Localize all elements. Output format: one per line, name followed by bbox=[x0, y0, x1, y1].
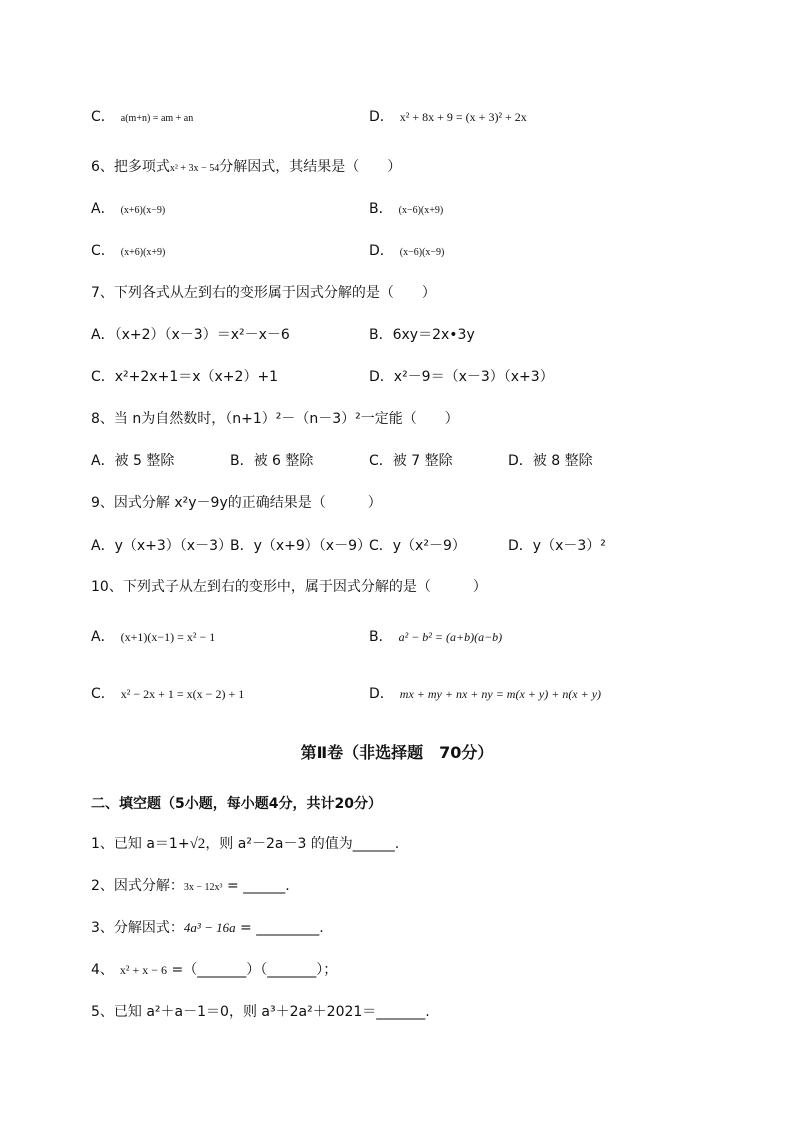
f3-expr: 4a³ − 16a bbox=[183, 920, 236, 935]
option-label: D． bbox=[369, 109, 394, 125]
fill-question-3 bbox=[91, 919, 324, 937]
f4-pre: 4、 bbox=[91, 962, 114, 978]
q6-option-d[interactable] bbox=[369, 242, 444, 262]
f2-expr: 3x − 12x³ bbox=[183, 882, 223, 893]
q6-option-c[interactable] bbox=[91, 242, 165, 262]
q9-option-c[interactable]: C．y（x²－9） bbox=[369, 538, 466, 554]
q7-option-b[interactable]: B．6xy＝2x•3y bbox=[369, 327, 475, 343]
option-expression: (x+1)(x−1) = x² − 1 bbox=[120, 630, 216, 644]
option-label: A． bbox=[91, 201, 115, 217]
q8-option-a[interactable]: A．被 5 整除 bbox=[91, 453, 175, 469]
q6-stem-pre: 6、把多项式 bbox=[91, 159, 170, 175]
option-label: C． bbox=[91, 686, 115, 702]
option-expression: (x+6)(x+9) bbox=[120, 247, 166, 258]
option-expression: mx + my + nx + ny = m(x + y) + n(x + y) bbox=[399, 687, 602, 701]
q6-option-b[interactable] bbox=[369, 200, 443, 220]
q6-stem-expr: x² + 3x − 54 bbox=[169, 163, 220, 174]
q5-option-d[interactable] bbox=[369, 108, 527, 126]
option-expression: (x+6)(x−9) bbox=[120, 205, 166, 216]
q7-option-a[interactable]: A．（x+2）（x－3）＝x²－x－6 bbox=[91, 327, 290, 343]
q9-option-b[interactable]: B．y（x+9）（x－9） bbox=[230, 538, 372, 554]
f1-post: ，则 a²－2a－3 的值为______. bbox=[205, 836, 400, 852]
q8-option-c[interactable]: C．被 7 整除 bbox=[369, 453, 453, 469]
fill-question-1 bbox=[91, 835, 399, 853]
q10-option-d[interactable] bbox=[369, 685, 601, 703]
q10-option-c[interactable] bbox=[91, 685, 244, 703]
q10-stem: 10、下列式子从左到右的变形中，属于因式分解的是（ ） bbox=[91, 579, 487, 595]
option-label: B． bbox=[369, 201, 393, 217]
option-label: C． bbox=[91, 243, 115, 259]
fill-question-5: 5、已知 a²＋a－1＝0，则 a³＋2a²＋2021＝_______. bbox=[91, 1004, 430, 1020]
option-expression: (x−6)(x+9) bbox=[398, 205, 444, 216]
q6-option-a[interactable] bbox=[91, 200, 165, 220]
q10-option-a[interactable] bbox=[91, 628, 215, 646]
q8-option-b[interactable]: B．被 6 整除 bbox=[230, 453, 314, 469]
q6-stem-post: 分解因式，其结果是（ ） bbox=[219, 159, 402, 175]
q8-option-d[interactable]: D．被 8 整除 bbox=[508, 453, 593, 469]
f4-expr: x² + x − 6 bbox=[119, 963, 168, 977]
option-expression: a² − b² = (a+b)(a−b) bbox=[398, 630, 503, 644]
q7-option-d[interactable]: D．x²－9＝（x－3）（x+3） bbox=[369, 369, 554, 385]
q8-stem: 8、当 n为自然数时，（n+1）²－（n－3）²一定能（ ） bbox=[91, 411, 459, 427]
q7-option-c[interactable]: C．x²+2x+1＝x（x+2）+1 bbox=[91, 369, 279, 385]
option-expression: a(m+n) = am + an bbox=[120, 113, 194, 124]
option-label: A． bbox=[91, 629, 115, 645]
f1-root: √2 bbox=[189, 836, 206, 852]
option-label: D． bbox=[369, 686, 394, 702]
f2-pre: 2、因式分解： bbox=[91, 878, 184, 894]
q10-option-b[interactable] bbox=[369, 628, 502, 646]
f3-post: = _________. bbox=[235, 920, 324, 936]
fill-question-4 bbox=[91, 961, 337, 979]
q9-stem: 9、因式分解 x²y－9y的正确结果是（ ） bbox=[91, 495, 382, 511]
option-label: C． bbox=[91, 109, 115, 125]
fill-question-2 bbox=[91, 877, 290, 897]
option-expression: x² − 2x + 1 = x(x − 2) + 1 bbox=[120, 687, 245, 701]
q9-option-d[interactable]: D．y（x－3）² bbox=[508, 538, 606, 554]
q7-stem: 7、下列各式从左到右的变形属于因式分解的是（ ） bbox=[91, 285, 436, 301]
f4-post: =（_______）（_______）； bbox=[167, 962, 338, 978]
option-label: D． bbox=[369, 243, 394, 259]
fill-in-section-heading: 二、填空题（5小题，每小题4分，共计20分） bbox=[91, 796, 382, 812]
f3-pre: 3、分解因式： bbox=[91, 920, 184, 936]
f1-pre: 1、已知 a＝1+ bbox=[91, 836, 190, 852]
part-two-title: 第Ⅱ卷（非选择题 70分） bbox=[300, 743, 494, 762]
option-expression: (x−6)(x−9) bbox=[399, 247, 445, 258]
q9-option-a[interactable]: A．y（x+3）（x－3） bbox=[91, 538, 232, 554]
q5-option-c[interactable] bbox=[91, 108, 193, 128]
q6-stem bbox=[91, 158, 401, 178]
option-label: B． bbox=[369, 629, 393, 645]
f2-post: = ______. bbox=[222, 878, 290, 894]
option-expression: x² + 8x + 9 = (x + 3)² + 2x bbox=[399, 110, 527, 124]
